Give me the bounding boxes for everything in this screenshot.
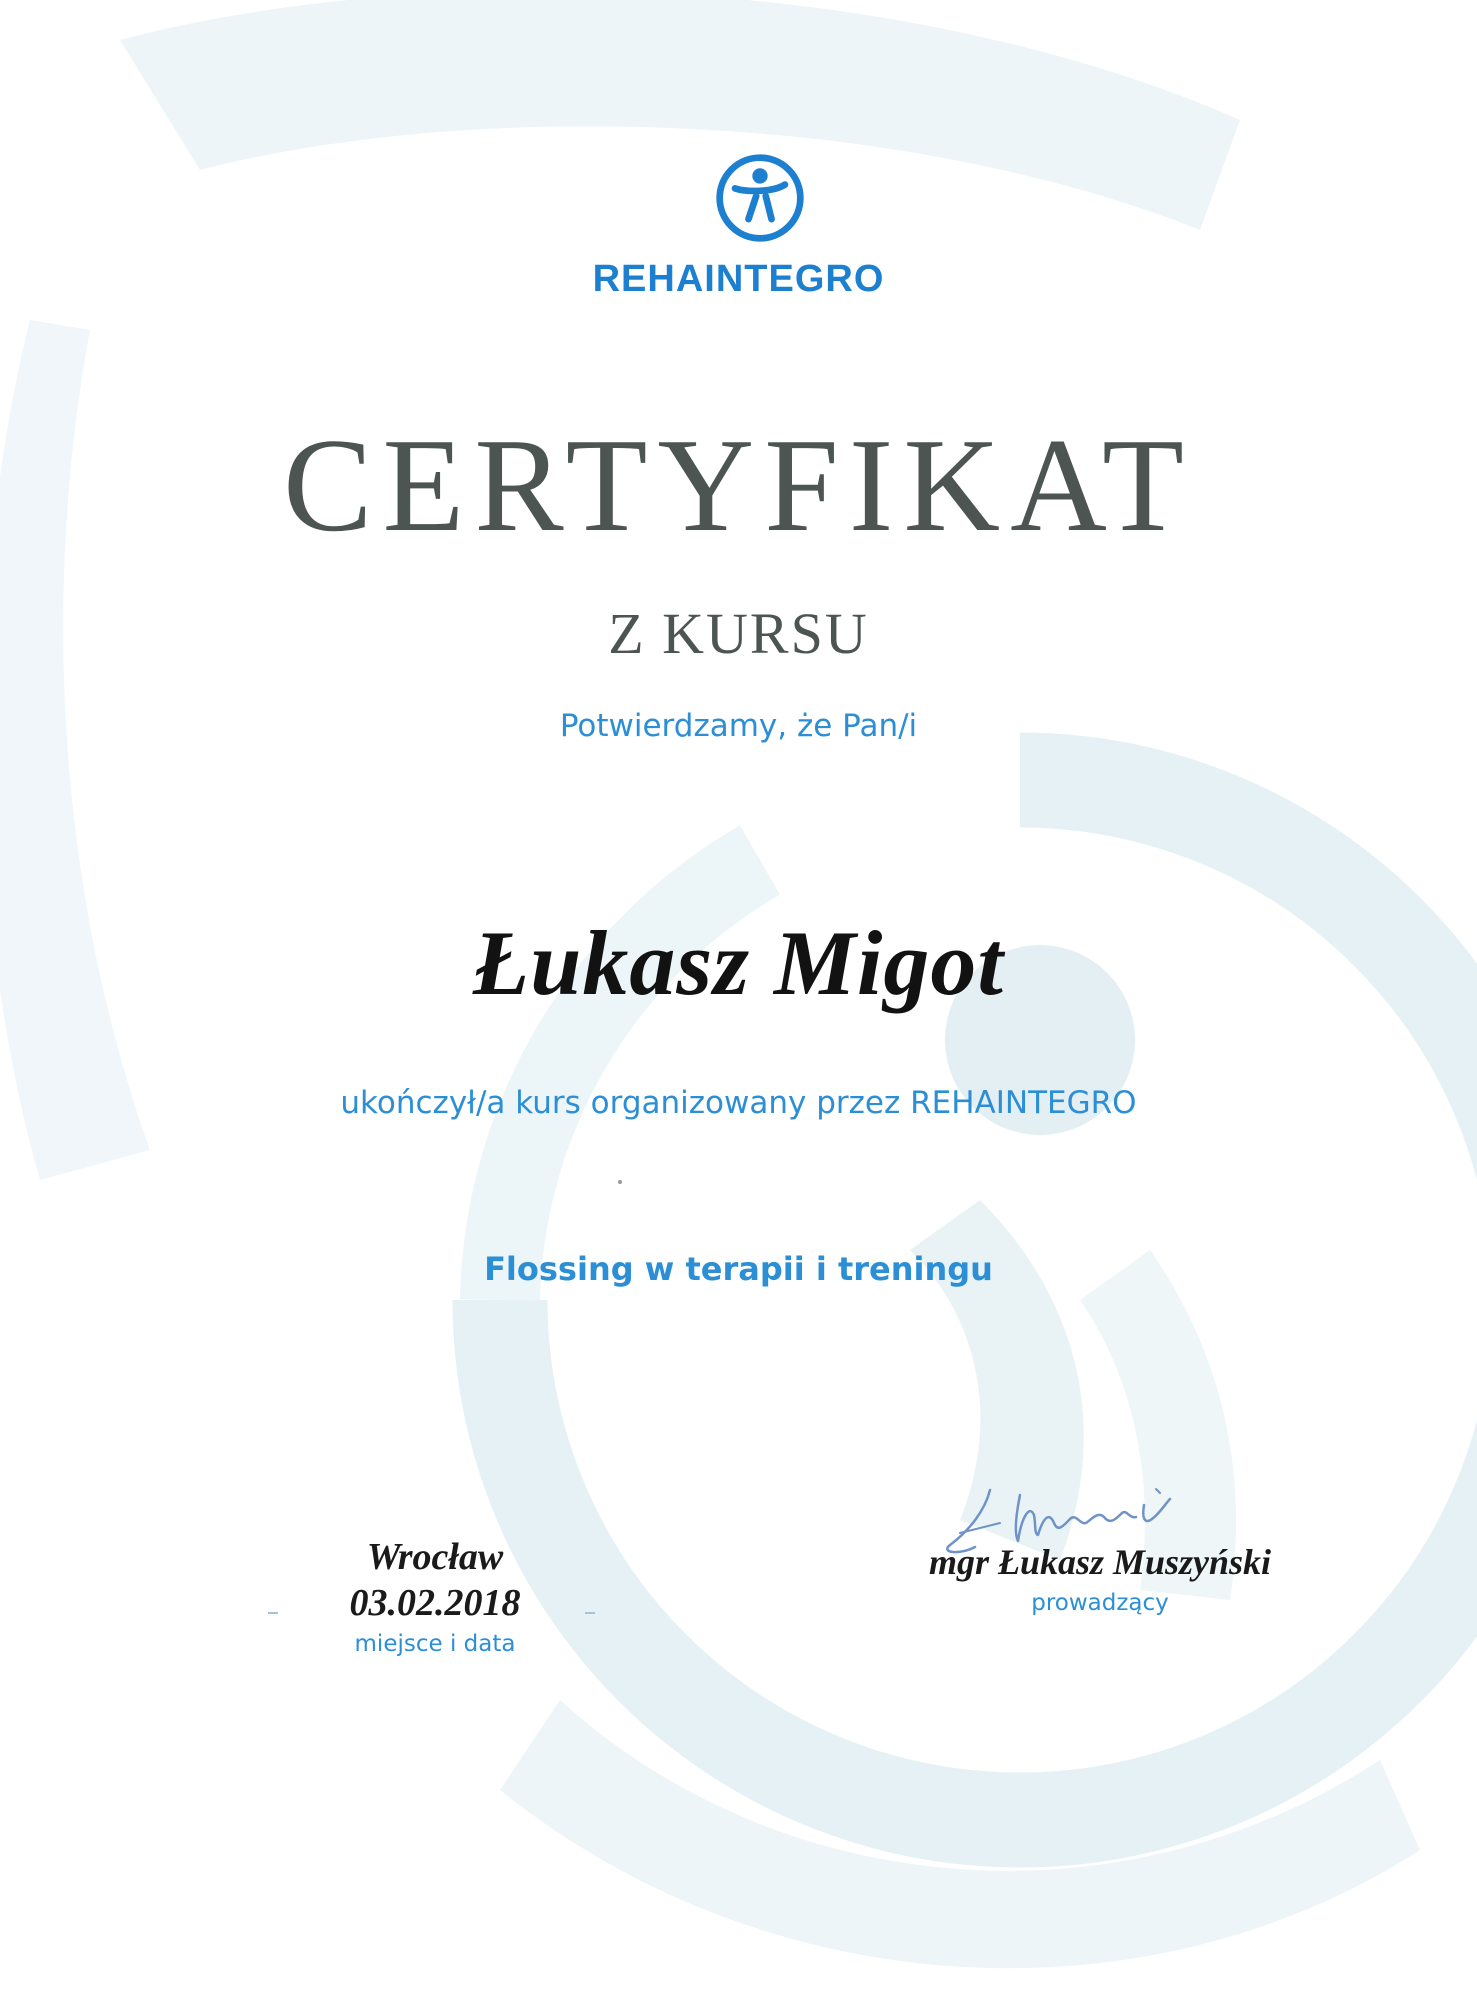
place: Wrocław bbox=[366, 1536, 504, 1578]
leader-name: mgr Łukasz Muszyński bbox=[928, 1542, 1272, 1582]
leader-caption: prowadzący bbox=[1031, 1590, 1169, 1616]
certificate-subtitle: Z KURSU bbox=[608, 601, 869, 666]
place-date-caption: miejsce i data bbox=[354, 1631, 516, 1657]
completed-text: ukończył/a kurs organizowany przez REHAINTEGRO bbox=[340, 1085, 1137, 1121]
leader-block bbox=[870, 1470, 1330, 1616]
scan-speck bbox=[618, 1180, 622, 1184]
course-name: Flossing w terapii i treningu bbox=[484, 1250, 993, 1288]
person-in-circle-icon bbox=[712, 150, 808, 246]
certificate-title: CERTYFIKAT bbox=[283, 411, 1194, 559]
divider-dash bbox=[585, 1612, 595, 1614]
divider-dash bbox=[268, 1612, 278, 1614]
place-date-block bbox=[270, 1535, 600, 1657]
recipient-name: Łukasz Migot bbox=[473, 912, 1004, 1014]
date: 03.02.2018 bbox=[349, 1582, 521, 1624]
brand-name: REHAINTEGRO bbox=[592, 258, 885, 300]
confirm-text: Potwierdzamy, że Pan/i bbox=[559, 708, 918, 744]
